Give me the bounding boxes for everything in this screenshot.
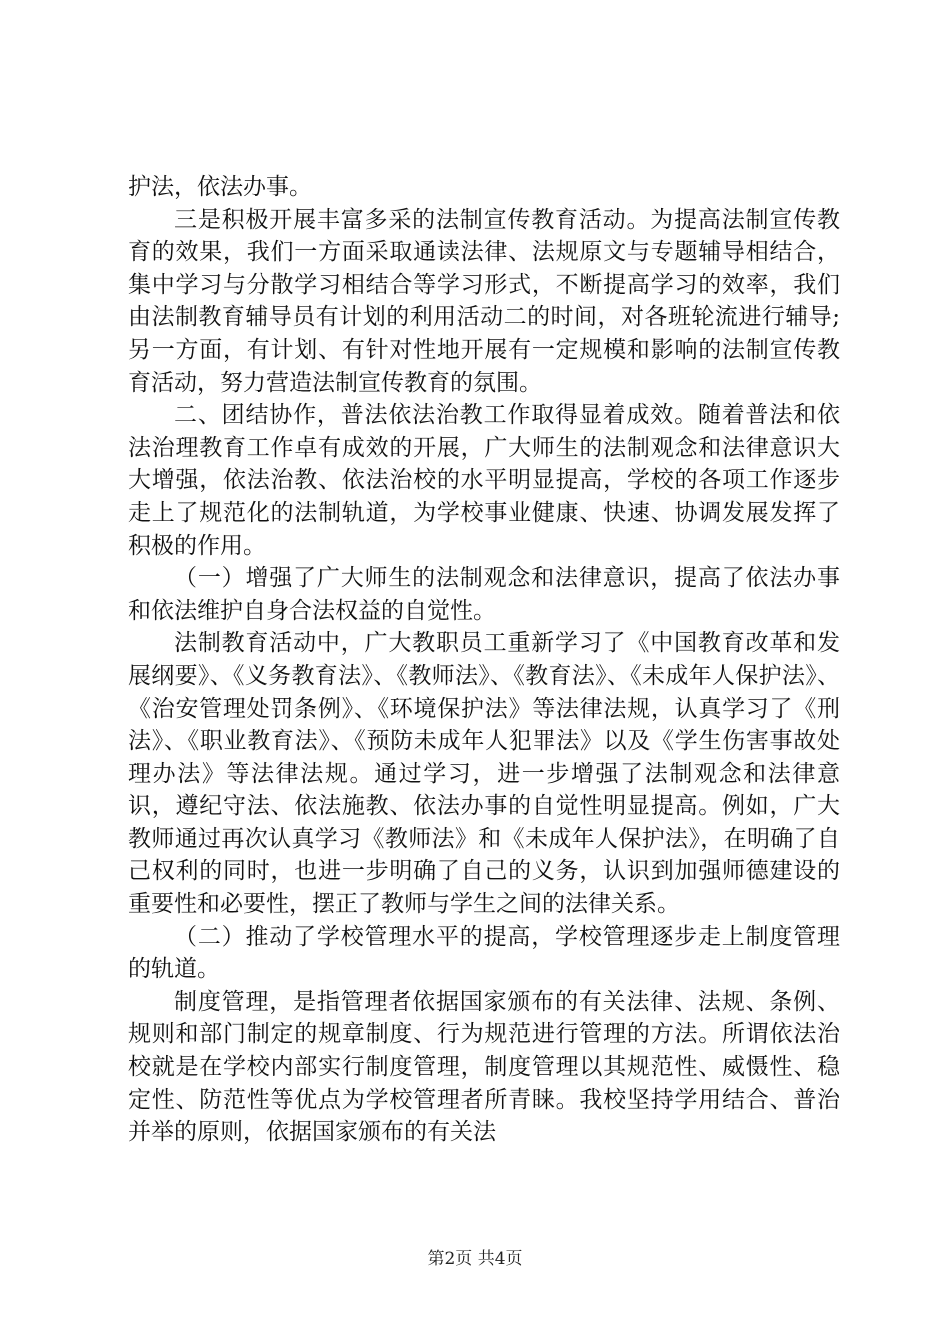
page-footer: 第2页 共4页 bbox=[427, 1249, 523, 1269]
paragraph-continuation: 护法，依法办事。 bbox=[128, 174, 312, 200]
paragraph-legal-education-activities: 三是积极开展丰富多采的法制宣传教育活动。为提高法制宣传教育的效果，我们一方面采取通读法律、法规原文与专题辅导相结合，集中学习与分散学习相结合等学习形式，不断提高学习的效率，我们由法制教育辅导员有计划的利用活动二的时间，对各班轮流进行辅导;另一方面，有计划、有针对性地开展有一定规模和影响的法制宣传教育活动，努力营造法制宣传教育的氛围。 bbox=[128, 206, 840, 396]
paragraph-subsection-one-heading: （一）增强了广大师生的法制观念和法律意识，提高了依法办事和依法维护自身合法权益的自觉性。 bbox=[128, 565, 840, 624]
paragraph-section-two-heading: 二、团结协作，普法依法治教工作取得显着成效。随着普法和依法治理教育工作卓有成效的开展，广大师生的法制观念和法律意识大大增强，依法治教、依法治校的水平明显提高，学校的各项工作逐步走上了规范化的法制轨道，为学校事业健康、快速、协调发展发挥了积极的作用。 bbox=[128, 402, 840, 559]
paragraph-subsection-two-heading: （二）推动了学校管理水平的提高，学校管理逐步走上制度管理的轨道。 bbox=[128, 923, 840, 983]
body-text bbox=[128, 171, 840, 1149]
paragraph-laws-studied: 法制教育活动中，广大教职员工重新学习了《中国教育改革和发展纲要》、《义务教育法》、《教师法》、《教育法》、《未成年人保护法》、《治安管理处罚条例》、《环境保护法》等法律法规，认真学习了《刑法》、《职业教育法》、《预防未成年人犯罪法》以及《学生伤害事故处理办法》等法律法规。通过学习，进一步增强了法制观念和法律意识，遵纪守法、依法施教、依法办事的自觉性明显提高。例如，广大教师通过再次认真学习《教师法》和《未成年人保护法》，在明确了自己权利的同时，也进一步明确了自己的义务，认识到加强师德建设的重要性和必要性，摆正了教师与学生之间的法律关系。 bbox=[128, 630, 840, 918]
paragraph-institutional-management: 制度管理，是指管理者依据国家颁布的有关法律、法规、条例、规则和部门制定的规章制度、行为规范进行管理的方法。所谓依法治校就是在学校内部实行制度管理，制度管理以其规范性、威慑性、稳定性、防范性等优点为学校管理者所青睐。我校坚持学用结合、普治并举的原则，依据国家颁布的有关法 bbox=[128, 988, 840, 1146]
